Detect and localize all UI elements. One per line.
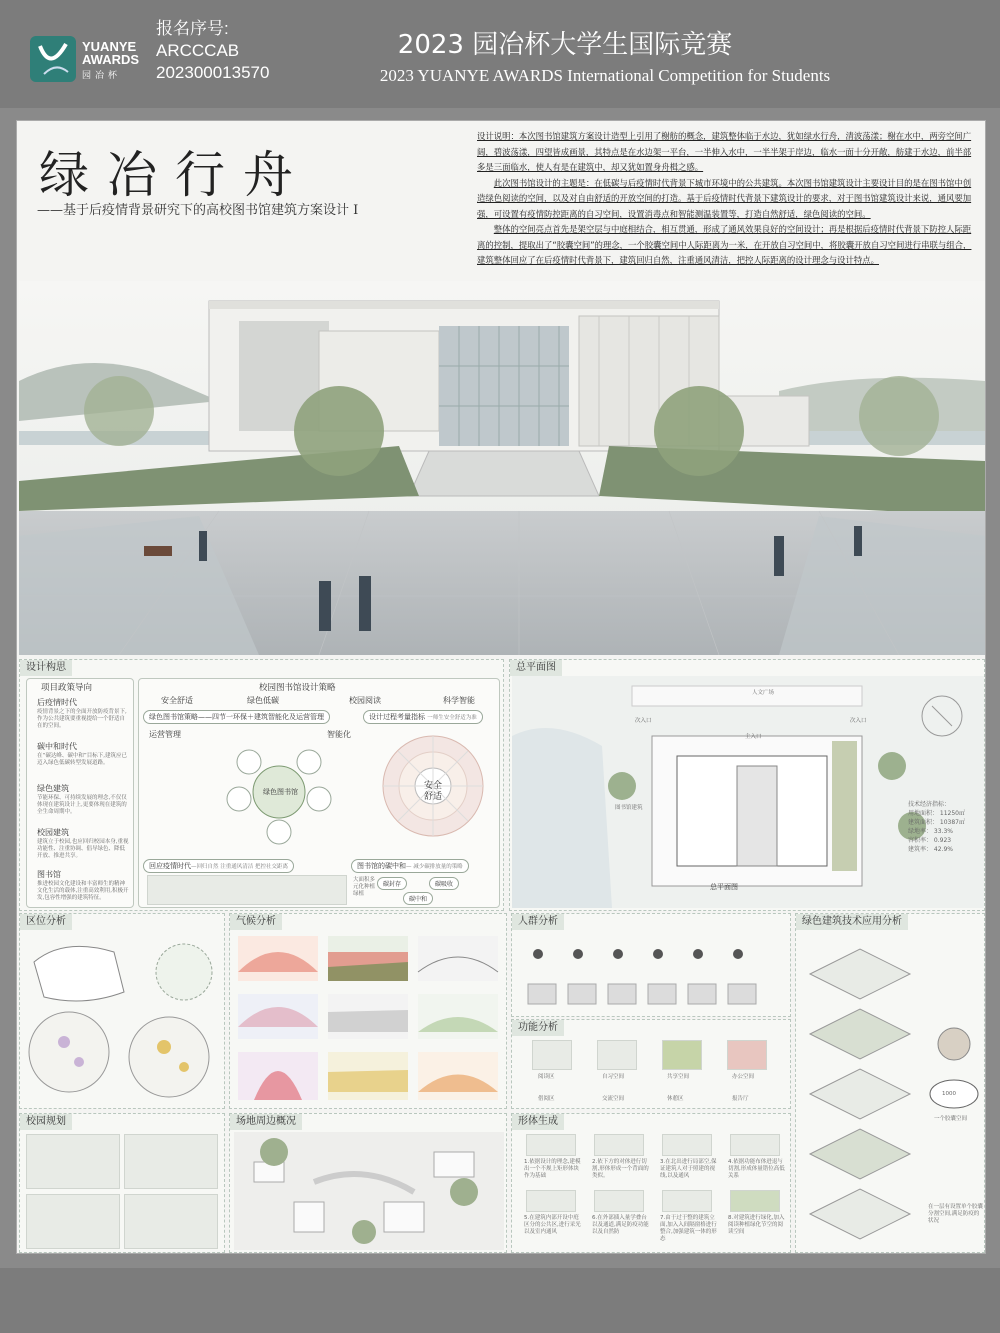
carbon-node-2: 碳吸收 [429,877,459,890]
logo-text-1: YUANYE [82,39,137,54]
logo-mark-icon [30,36,76,82]
carbon-sub: — 减少碳排放量的策略 [406,864,463,870]
function-label-4: 办公空间 [732,1074,755,1080]
header-bar [0,0,1000,108]
site-label-entry-1: 次入口 [635,718,652,724]
campus-map-4 [124,1194,218,1249]
site-label-main-entry: 主入口 [745,734,762,740]
design-desc-p3: 整体的空间亮点首先是架空层与中庭相结合，相互贯通，形成了通风效果良好的空间设计；再是根据后疫情时代背景下防控人际距离的控制，提取出了“胶囊空间”的理念，一个胶囊空间中人际距离为一米，在开放自习空间中，将胶囊开放自习空间进行串联与组合，建筑整体回应了在后疫情时代背景下，建筑回归自然，注重通风清洁，把控人际距离的设计理念与设计特点。 [477,224,972,265]
concept-section [19,659,504,911]
policy-item-2-text: 在“碳达峰、碳中和”目标下,建筑应已迈入绿色低碳转型发展道路。 [37,753,127,766]
process-sub: 一师生安全舒适为准 [427,715,477,721]
function-title: 功能分析 [512,1020,564,1036]
stat-green-rate: 绿地率： 33.3% [908,828,953,835]
tag-green: 绿色低碳 [247,696,279,705]
function-label-5: 借阅区 [538,1096,555,1102]
campus-map-1 [26,1134,120,1189]
design-desc-p1: 设计说明：本次图书馆建筑方案设计造型上引用了榭舫的概念，建筑整体临于水边，犹如绿水行舟，清波荡漾；榭在水中，两旁空间广阔，碧波荡漾，四望皆成画景，其特点是在水边架一平台，一半伸入水中，一半半架于岸边，临水一面十分开敞，舫建于水边，前半部多是三面临水，使人有是在建筑中，却又犹如置身舟楫之感。 [477,131,972,172]
function-thumb-3 [662,1040,702,1070]
competition-title-cn: 2023 园冶杯大学生国际竞赛 [397,30,733,60]
site-plan-title: 总平面图 [510,660,562,676]
carbon-node-4: 大面积多元化种植绿植 [353,877,376,897]
function-label-6: 交流空间 [602,1096,625,1102]
form-step-5: 5.在建筑内部开设中庭区分的公共区,进行采光以及室内通风 [524,1215,581,1235]
form-step-1: 1.依据设计的理念,建模出一个不规上矩形体块作为基础 [524,1159,581,1179]
strategy-panel [138,678,500,908]
stat-building-area: 建筑面积： 10387㎡ [908,819,965,826]
function-label-7: 休憩区 [667,1096,684,1102]
stats-title: 技术经济指标： [908,801,951,808]
function-section [511,1019,791,1109]
function-label-2: 自习空间 [602,1074,625,1080]
green-tech-section [795,913,985,1253]
form-step-8-model [730,1190,780,1212]
main-rendering-image [19,281,985,655]
reg-label: 报名序号: [156,19,229,38]
ops-label: 运营管理 [149,730,181,739]
epidemic-diagram-strip [147,875,347,905]
function-label-1: 阅读区 [538,1074,555,1080]
capsule-size: 1000 [942,1091,956,1097]
campus-section [19,1113,225,1253]
policy-item-4-text: 建筑立于校园,也应回归校园本身,重视功能性、注重协调、倡导绿色、降低开放、推进共享。 [37,839,129,859]
registration-block [156,18,269,84]
epidemic-label [143,859,294,873]
form-step-6: 6.在外部插入量学叠台以及通道,满足防疫功能以及自然防 [592,1215,649,1235]
concept-title: 设计构思 [20,660,72,676]
location-title: 区位分析 [20,914,72,930]
form-step-7-model [662,1190,712,1212]
location-section [19,913,225,1109]
strategy-title: 校园图书馆设计策略 [259,683,336,693]
design-desc-p2: 此次图书馆设计的主题是：在低碳与后疫情时代背景下城市环境中的公共建筑。本次图书馆建筑设计主要设计目的是在图书馆中创造绿色阅读的空间，以及对自由舒适的开放空间的打造。基于后疫情时代背景下建筑设计的要求，对于图书馆建筑设计来说，通风要加强，可设置有疫情防控距离的自习空间，设置消毒点和智能测温装置等，打造自然舒适，绿色阅读的空间。 [477,177,972,219]
surroundings-section [229,1113,507,1253]
epidemic-text: 回应疫情时代 [149,862,191,870]
crowd-title: 人群分析 [512,914,564,930]
poster-main-title: 绿冶行舟 [39,146,311,204]
site-plan-drawing [512,676,984,908]
function-label-8: 报告厅 [732,1096,749,1102]
competition-title-en: 2023 YUANYE AWARDS International Competition for Students [379,66,831,85]
policy-item-1-title: 后疫情时代 [37,698,77,707]
capsule-diagram [926,1024,982,1144]
campus-map-2 [124,1134,218,1189]
carbon-node-3: 碳中和 [403,892,433,905]
stat-land: 用地面积： 11250㎡ [908,810,965,817]
capsule-note: 在一层有设置单个胶囊分割空间,满足防疫的状况 [928,1204,984,1224]
capsule-label: 一个胶囊空间 [934,1116,968,1122]
poster-sub-title: ——基于后疫情背景研究下的高校图书馆建筑方案设计 I [37,203,359,218]
policy-item-3-title: 绿色建筑 [37,784,69,793]
policy-item-5-text: 推进校园文化建设和丰富师生的精神文化生活的载体,注重高效利用,积极开发,包容性增强的建筑特征。 [37,881,129,901]
climate-section [229,913,507,1109]
tech-stats [908,800,965,854]
tag-safe: 安全舒适 [161,696,193,705]
smart-label: 智能化 [327,730,351,739]
crowd-section [511,913,791,1017]
site-plan-caption: 总平面图 [710,883,738,891]
policy-item-2-title: 碳中和时代 [37,742,77,751]
function-thumb-4 [727,1040,767,1070]
policy-item-3-text: 节能环保、可持续发展的理念,不仅仅体现在建筑设计上,更要体现在建筑的全生命周期中。 [37,795,127,815]
campus-map-3 [26,1194,120,1249]
green-tech-title: 绿色建筑技术应用分析 [796,914,908,930]
site-label-plaza: 人文广场 [752,690,775,696]
reg-code: ARCCCAB [156,41,240,60]
surroundings-axonometric [234,1132,504,1250]
center-safe: 安全 [424,781,443,791]
form-step-2: 2.依下方的对体进行切割,形体形成一个背面的类似。 [592,1159,649,1179]
crowd-icons [518,934,786,1014]
carbon-node-1: 碳封存 [377,877,407,890]
strategy-line: 绿色图书馆策略——四节一环保＋建筑智能化及运营管理 [143,710,330,724]
function-label-3: 共享空间 [667,1074,690,1080]
location-maps [24,932,222,1106]
surroundings-title: 场地周边概况 [230,1114,302,1130]
reg-number: 202300013570 [156,63,270,82]
policy-item-1-text: 疫情背景之下的全面开放防疫背景下,作为公共建筑要重视提给一个舒适自在的空间。 [37,709,127,729]
form-step-6-model [594,1190,644,1212]
climate-title: 气候分析 [230,914,282,930]
stat-far: 容积率： 0.923 [908,837,952,844]
poster-board [16,120,986,1254]
function-thumb-1 [532,1040,572,1070]
form-step-7: 7.由于过于整的建筑立面,加入入间隔窗格进行整合,加强建筑一体的形态 [660,1215,717,1242]
policy-panel [26,678,134,908]
form-step-3-model [662,1134,712,1156]
process-title-text: 设计过程考量指标 [369,713,425,721]
function-thumb-2 [597,1040,637,1070]
policy-title: 项目政策导向 [41,683,93,693]
policy-item-4-title: 校园建筑 [37,828,69,837]
campus-title: 校园规划 [20,1114,72,1130]
green-tech-axonometric [800,934,920,1250]
site-label-entry-2: 次入口 [850,718,867,724]
form-step-4: 4.依据功能布体进退与切割,形成体量错位高低关系 [728,1159,785,1179]
form-step-4-model [730,1134,780,1156]
carbon-label [351,859,469,873]
carbon-text: 图书馆的碳中和 [357,862,406,870]
form-step-8: 8.对建筑进行绿化,加入阅读种植绿化节空的阅读空间 [728,1215,785,1235]
logo-text-2: AWARDS [82,52,140,67]
form-step-3: 3.在北出进行局部空,保证建筑人对于照建的视线,以及通风 [660,1159,717,1179]
form-section [511,1113,791,1253]
epidemic-sub: —回归自然 注重通风清洁 把控社交距离 [191,864,288,870]
form-title: 形体生成 [512,1114,564,1130]
process-title [363,710,483,724]
center-comfort: 舒适 [424,792,443,802]
form-step-2-model [594,1134,644,1156]
stat-density: 建筑率： 42.9% [908,846,953,853]
form-step-5-model [526,1190,576,1212]
climate-charts [234,932,504,1106]
tag-smart: 科学智能 [443,696,475,705]
tag-reading: 校园阅读 [349,696,381,705]
site-plan-section [509,659,985,911]
footer-bar [0,1268,1000,1333]
logo-text-cn: 园冶杯 [82,71,122,81]
design-description [477,129,977,269]
site-label-building: 图书馆建筑 [615,805,643,811]
form-step-1-model [526,1134,576,1156]
green-library-label: 绿色图书馆 [263,788,298,796]
policy-item-5-title: 图书馆 [37,870,61,879]
yuanye-logo [30,36,148,82]
